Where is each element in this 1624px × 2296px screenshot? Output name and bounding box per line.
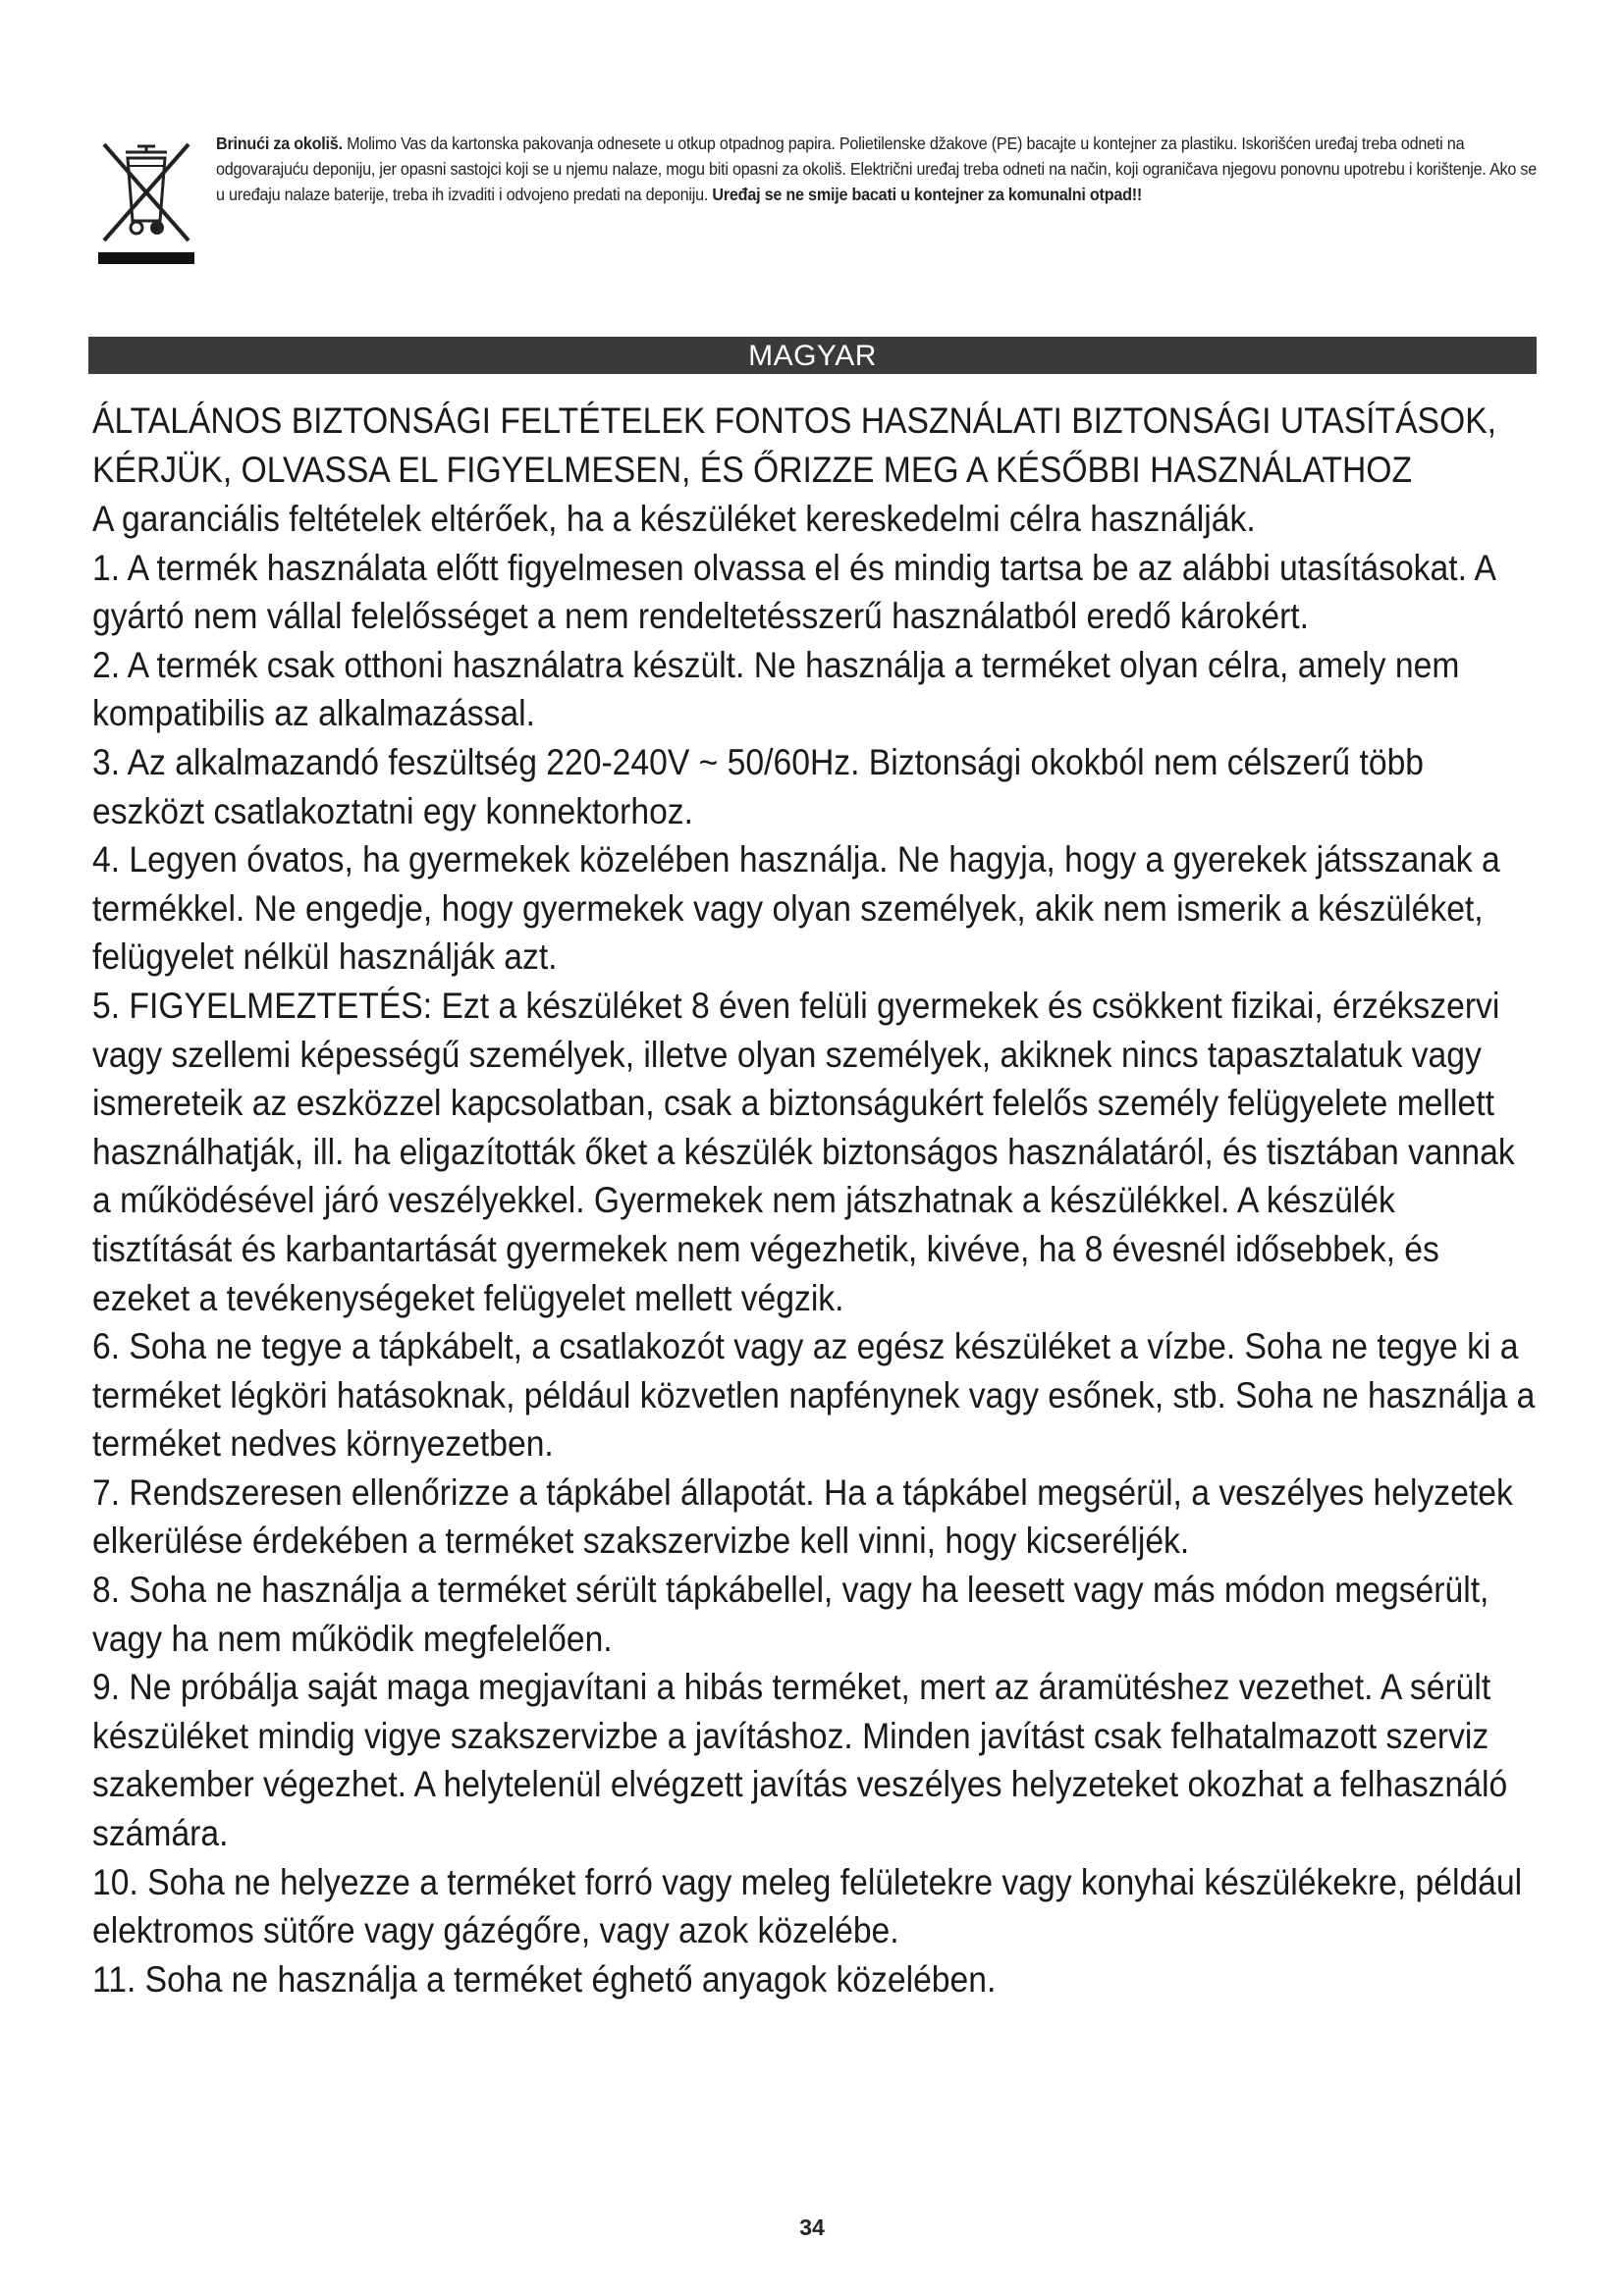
paragraph-item-9: 9. Ne próbálja saját maga megjavítani a hibás terméket, mert az áramütéshez vezethet. A sérült készüléket mindig vigye szakszervizbe a javításhoz. Minden javítást csak felhatalmazott szerviz szakember végezhet. A helytelenül elvégzett javítás veszélyes helyzeteket okozhat a felhasználó számára. xyxy=(92,1667,1508,1854)
paragraph-item-2: 2. A termék csak otthoni használatra készült. Ne használja a terméket olyan célra, amely nem kompatibilis az alkalmazással. xyxy=(92,644,1460,734)
paragraph-warranty: A garanciális feltételek eltérőek, ha a készüléket kereskedelmi célra használják. xyxy=(92,499,1256,539)
notice-lead: Brinući za okoliš. xyxy=(216,133,343,153)
disposal-notice-text xyxy=(216,131,1542,207)
paragraph-item-10: 10. Soha ne helyezze a terméket forró vagy meleg felületekre vagy konyhai készülékekre, például elektromos sütőre vagy gázégőre, vagy azok közelébe. xyxy=(92,1861,1523,1951)
notice-tail: Uređaj se ne smije bacati u kontejner za komunalni otpad!! xyxy=(712,185,1143,204)
paragraph-item-11: 11. Soha ne használja a terméket éghető anyagok közelében. xyxy=(92,1958,997,2000)
section-header-bar: MAGYAR xyxy=(88,337,1537,374)
document-title: ÁLTALÁNOS BIZTONSÁGI FELTÉTELEK FONTOS HASZNÁLATI BIZTONSÁGI UTASÍTÁSOK, KÉRJÜK, OLVASSA EL FIGYELMESEN, ÉS ŐRIZZE MEG A KÉSŐBBI HASZNÁLATHOZ xyxy=(92,400,1497,490)
crossed-out-wheelie-bin-icon xyxy=(90,131,200,268)
paragraph-item-5: 5. FIGYELMEZTETÉS: Ezt a készüléket 8 éven felüli gyermekek és csökkent fizikai, érzékszervi vagy szellemi képességű személyek, illetve olyan személyek, akiknek nincs tapasztalatuk vagy ismereteik az eszközzel kapcsolatban, csak a biztonságukért felelős személy felügyelete mellett használhatják, ill. ha eligazították őket a készülék biztonságos használatáról, és tisztában vannak a működésével járó veszélyekkel. Gyermekek nem játszhatnak a készülékkel. A készülék tisztítását és karbantartását gyermekek nem végezhetik, kivéve, ha 8 évesnél idősebbek, és ezeket a tevékenységeket felügyelet mellett végzik. xyxy=(92,985,1515,1318)
notice-body: Molimo Vas da kartonska pakovanja odnesete u otkup otpadnog papira. Polietilenske džakove (PE) bacajte u kontejner za plastiku. Iskorišćen uređaj treba odneti na odgovarajuću deponiju, jer opasni sastojci koji se u njemu nalaze, mogu biti opasni za okoliš. Električni uređaj treba odneti na način, koji ograničava njegovu ponovnu upotrebu i korištenje. Ako se u uređaju nalaze baterije, treba ih izvaditi i odvojeno predati na deponiju. xyxy=(216,133,1538,204)
page-number: 34 xyxy=(799,2215,825,2240)
paragraph-item-4: 4. Legyen óvatos, ha gyermekek közelében használja. Ne hagyja, hogy a gyerekek játsszanak a termékkel. Ne engedje, hogy gyermekek vagy olyan személyek, akik nem ismerik a készüléket, felügyelet nélkül használják azt. xyxy=(92,839,1500,978)
paragraph-item-6: 6. Soha ne tegye a tápkábelt, a csatlakozót vagy az egész készüléket a vízbe. Soha ne tegye ki a terméket légköri hatásoknak, például közvetlen napfénynek vagy esőnek, stb. Soha ne használja a terméket nedves környezetben. xyxy=(92,1326,1536,1465)
paragraph-item-8: 8. Soha ne használja a terméket sérült tápkábellel, vagy ha leesett vagy más módon megsérült, vagy ha nem működik megfelelően. xyxy=(92,1570,1489,1659)
paragraph-item-7: 7. Rendszeresen ellenőrizze a tápkábel állapotát. Ha a tápkábel megsérül, a veszélyes helyzetek elkerülése érdekében a terméket szakszervizbe kell vinni, hogy kicseréljék. xyxy=(92,1471,1513,1562)
paragraph-item-3: 3. Az alkalmazandó feszültség 220-240V ~ 50/60Hz. Biztonsági okokból nem célszerű több eszközt csatlakoztatni egy konnektorhoz. xyxy=(92,741,1425,831)
paragraph-item-1: 1. A termék használata előtt figyelmesen olvassa el és mindig tartsa be az alábbi utasításokat. A gyártó nem vállal felelősséget a nem rendeltetésszerű használatból eredő károkért. xyxy=(92,547,1495,637)
safety-instructions xyxy=(92,397,1536,2003)
disposal-notice xyxy=(90,131,1538,268)
